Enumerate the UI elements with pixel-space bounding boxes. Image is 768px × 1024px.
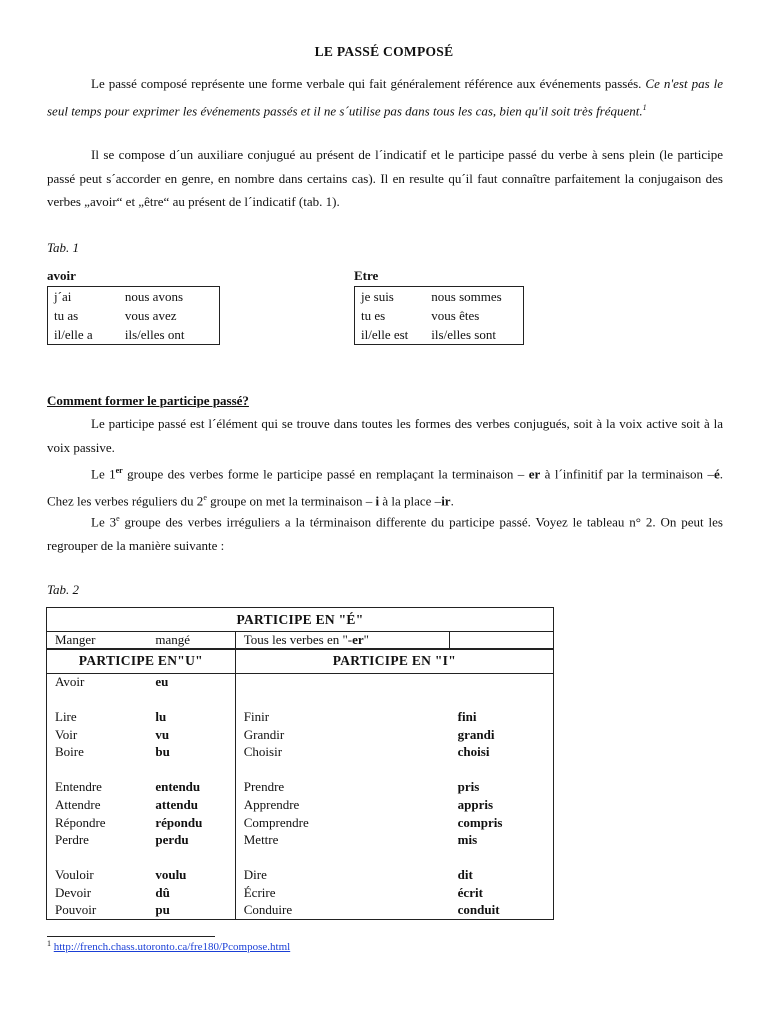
- i-infinitive-cell: [235, 761, 449, 779]
- intro-italic-text: Ce n'est pas le seul temps pour exprimer les événements passés et il ne s´utilise pas dans tous les cas, bien qu'il soit très fréquent.: [47, 76, 724, 118]
- i-infinitive-cell: Écrire: [243, 884, 276, 900]
- superscript: e: [116, 514, 120, 523]
- etre-row: [355, 306, 524, 325]
- header-participe-u: PARTICIPE EN"U": [47, 649, 236, 673]
- avoir-row: [48, 306, 220, 325]
- bold-term: er: [524, 466, 541, 482]
- etre-plural-cell: vous êtes: [431, 307, 480, 323]
- bold-term: ir: [441, 493, 451, 509]
- avoir-singular-cell: tu as: [54, 307, 79, 323]
- i-participle-cell: [450, 849, 554, 867]
- text-fragment: à la place –: [379, 493, 442, 509]
- text-fragment: Tous les verbes en "-: [243, 632, 353, 647]
- header-participe-e: PARTICIPE EN "É": [47, 608, 554, 632]
- i-participle-cell: [450, 673, 554, 691]
- u-infinitive-cell: Avoir: [55, 674, 85, 690]
- section-paragraph-3: [47, 507, 723, 557]
- verb-row: [47, 867, 554, 885]
- i-participle-cell: fini: [457, 708, 477, 724]
- i-participle-cell: pris: [457, 779, 480, 795]
- etre-table: [354, 286, 524, 345]
- tab2-label: Tab. 2: [47, 582, 80, 597]
- u-infinitive-cell: Attendre: [55, 796, 101, 812]
- u-infinitive-cell: Entendre: [55, 779, 102, 795]
- verb-row: [47, 708, 554, 726]
- u-infinitive-cell: [47, 691, 148, 709]
- footnote-ref[interactable]: 1: [642, 102, 647, 112]
- u-participle-cell: attendu: [147, 796, 235, 814]
- avoir-heading: avoir: [47, 268, 76, 283]
- tab1-label: Tab. 1: [47, 240, 80, 255]
- u-infinitive-cell: Lire: [55, 708, 77, 724]
- verb-row: [47, 796, 554, 814]
- i-participle-cell: écrit: [457, 884, 483, 900]
- avoir-row: [48, 325, 220, 345]
- bold-term: er: [352, 632, 364, 647]
- verb-row: [47, 761, 554, 779]
- text-fragment: groupe des verbes irréguliers a la términaison differente du participe passé. Voyez le tableau n° 2. On peut les regrouper de la manière suivante :: [47, 514, 723, 553]
- i-participle-cell: [450, 691, 554, 709]
- intro-text: Le passé composé représente une forme verbale qui fait généralement référence aux événements passés.: [91, 76, 642, 91]
- u-participle-cell: eu: [147, 673, 235, 691]
- i-infinitive-cell: Conduire: [243, 902, 293, 918]
- text-fragment: .: [450, 493, 454, 509]
- verb-row: [47, 743, 554, 761]
- text-fragment: groupe des verbes forme le participe passé en remplaçant la terminaison –: [122, 466, 525, 482]
- etre-row: [355, 287, 524, 307]
- i-participle-cell: [450, 761, 554, 779]
- superscript: e: [203, 492, 207, 502]
- etre-plural-cell: nous sommes: [431, 288, 502, 304]
- superscript: er: [115, 466, 123, 475]
- avoir-plural-cell: nous avons: [124, 288, 183, 304]
- u-participle-cell: entendu: [147, 779, 235, 797]
- verb-row: [47, 726, 554, 744]
- i-participle-cell: grandi: [457, 726, 495, 742]
- i-infinitive-cell: [235, 691, 449, 709]
- u-participle-cell: voulu: [147, 867, 235, 885]
- intro-paragraph-2: [47, 143, 723, 214]
- avoir-table: [47, 286, 220, 345]
- u-participle-cell: dû: [147, 884, 235, 902]
- bold-term: é: [713, 466, 720, 482]
- verb-row: [47, 779, 554, 797]
- text-fragment: . Chez les verbes réguliers du 2: [47, 466, 723, 509]
- u-participle-cell: lu: [147, 708, 235, 726]
- intro-paragraph-1: [47, 72, 723, 122]
- verb-row: [47, 849, 554, 867]
- manger-cell: Manger: [47, 632, 148, 650]
- etre-row: [355, 325, 524, 345]
- text-fragment: ": [363, 632, 369, 647]
- i-infinitive-cell: Dire: [243, 867, 267, 883]
- section-heading: Comment former le participe passé?: [47, 393, 249, 408]
- i-participle-cell: appris: [457, 796, 494, 812]
- text-fragment: groupe on met la terminaison –: [206, 493, 376, 509]
- i-participle-cell: choisi: [457, 744, 490, 760]
- text-fragment: à l´infinitif par la terminaison –: [540, 466, 714, 482]
- i-participle-cell: conduit: [457, 902, 500, 918]
- bold-term: i: [375, 493, 380, 509]
- i-infinitive-cell: Grandir: [243, 726, 285, 742]
- header-participe-i: PARTICIPE EN "I": [235, 649, 553, 673]
- avoir-plural-cell: ils/elles ont: [124, 326, 185, 342]
- avoir-plural-cell: vous avez: [124, 307, 177, 323]
- i-infinitive-cell: Finir: [243, 708, 270, 724]
- u-participle-cell: perdu: [147, 831, 235, 849]
- etre-singular-cell: il/elle est: [361, 326, 409, 342]
- verb-row: [47, 814, 554, 832]
- u-participle-cell: [147, 691, 235, 709]
- u-infinitive-cell: [47, 849, 148, 867]
- text-fragment: Le 1: [91, 466, 116, 482]
- i-participle-cell: mis: [457, 832, 478, 848]
- verb-row: [47, 884, 554, 902]
- text-fragment: Le 3: [91, 514, 117, 530]
- u-participle-cell: [147, 849, 235, 867]
- u-infinitive-cell: Pouvoir: [55, 902, 97, 918]
- i-participle-cell: dit: [457, 867, 473, 883]
- footnote: [47, 941, 290, 953]
- footnote-link[interactable]: http://french.chass.utoronto.ca/fre180/Pcompose.html: [53, 941, 291, 953]
- i-participle-cell: compris: [457, 814, 503, 830]
- i-infinitive-cell: [235, 673, 449, 691]
- section-paragraph-2: [47, 459, 723, 513]
- u-infinitive-cell: Boire: [55, 744, 84, 760]
- u-participle-cell: [147, 761, 235, 779]
- u-participle-cell: vu: [147, 726, 235, 744]
- i-infinitive-cell: Apprendre: [243, 796, 300, 812]
- u-infinitive-cell: Répondre: [55, 814, 106, 830]
- footnote-mark: 1: [47, 939, 51, 948]
- etre-singular-cell: tu es: [361, 307, 386, 323]
- etre-plural-cell: ils/elles sont: [431, 326, 496, 342]
- i-infinitive-cell: [235, 849, 449, 867]
- etre-heading: Etre: [354, 268, 379, 283]
- section-text-1: Le participe passé est l´élément qui se trouve dans toutes les formes des verbes conjugués, soit à la voix active soit à la voix passive.: [47, 416, 723, 455]
- i-infinitive-cell: Prendre: [243, 779, 285, 795]
- verb-row: [47, 691, 554, 709]
- u-participle-cell: répondu: [147, 814, 235, 832]
- etre-singular-cell: je suis: [361, 288, 394, 304]
- intro-text-2: Il se compose d´un auxiliare conjugué au présent de l´indicatif et le participe passé du verbe à sens plein (le participe passé peut s´accorder en genre, en nombre dans certains cas). Il en resulte qu´il faut connaître parfaitement la conjugaison des verbes „avoir“ et „être“ au présent de l´indicatif (tab. 1).: [47, 147, 723, 209]
- empty-cell: [450, 632, 554, 650]
- u-infinitive-cell: Perdre: [55, 832, 89, 848]
- i-infinitive-cell: Choisir: [243, 744, 283, 760]
- footnote-separator: [47, 936, 215, 937]
- verb-row: [47, 902, 554, 920]
- verb-row: [47, 831, 554, 849]
- tous-verbes-cell: [235, 632, 449, 650]
- verb-row: [47, 673, 554, 691]
- i-infinitive-cell: Mettre: [243, 832, 279, 848]
- mange-cell: mangé: [147, 632, 235, 650]
- u-participle-cell: bu: [147, 743, 235, 761]
- u-infinitive-cell: Vouloir: [55, 867, 94, 883]
- avoir-singular-cell: j´ai: [54, 288, 72, 304]
- avoir-singular-cell: il/elle a: [54, 326, 93, 342]
- u-infinitive-cell: Devoir: [55, 884, 92, 900]
- section-paragraph-1: [47, 412, 723, 459]
- participe-table: [46, 607, 554, 920]
- page-title: LE PASSÉ COMPOSÉ: [314, 44, 454, 59]
- avoir-row: [48, 287, 220, 307]
- u-infinitive-cell: Voir: [55, 726, 78, 742]
- u-infinitive-cell: [47, 761, 148, 779]
- i-infinitive-cell: Comprendre: [243, 814, 309, 830]
- u-participle-cell: pu: [147, 902, 235, 920]
